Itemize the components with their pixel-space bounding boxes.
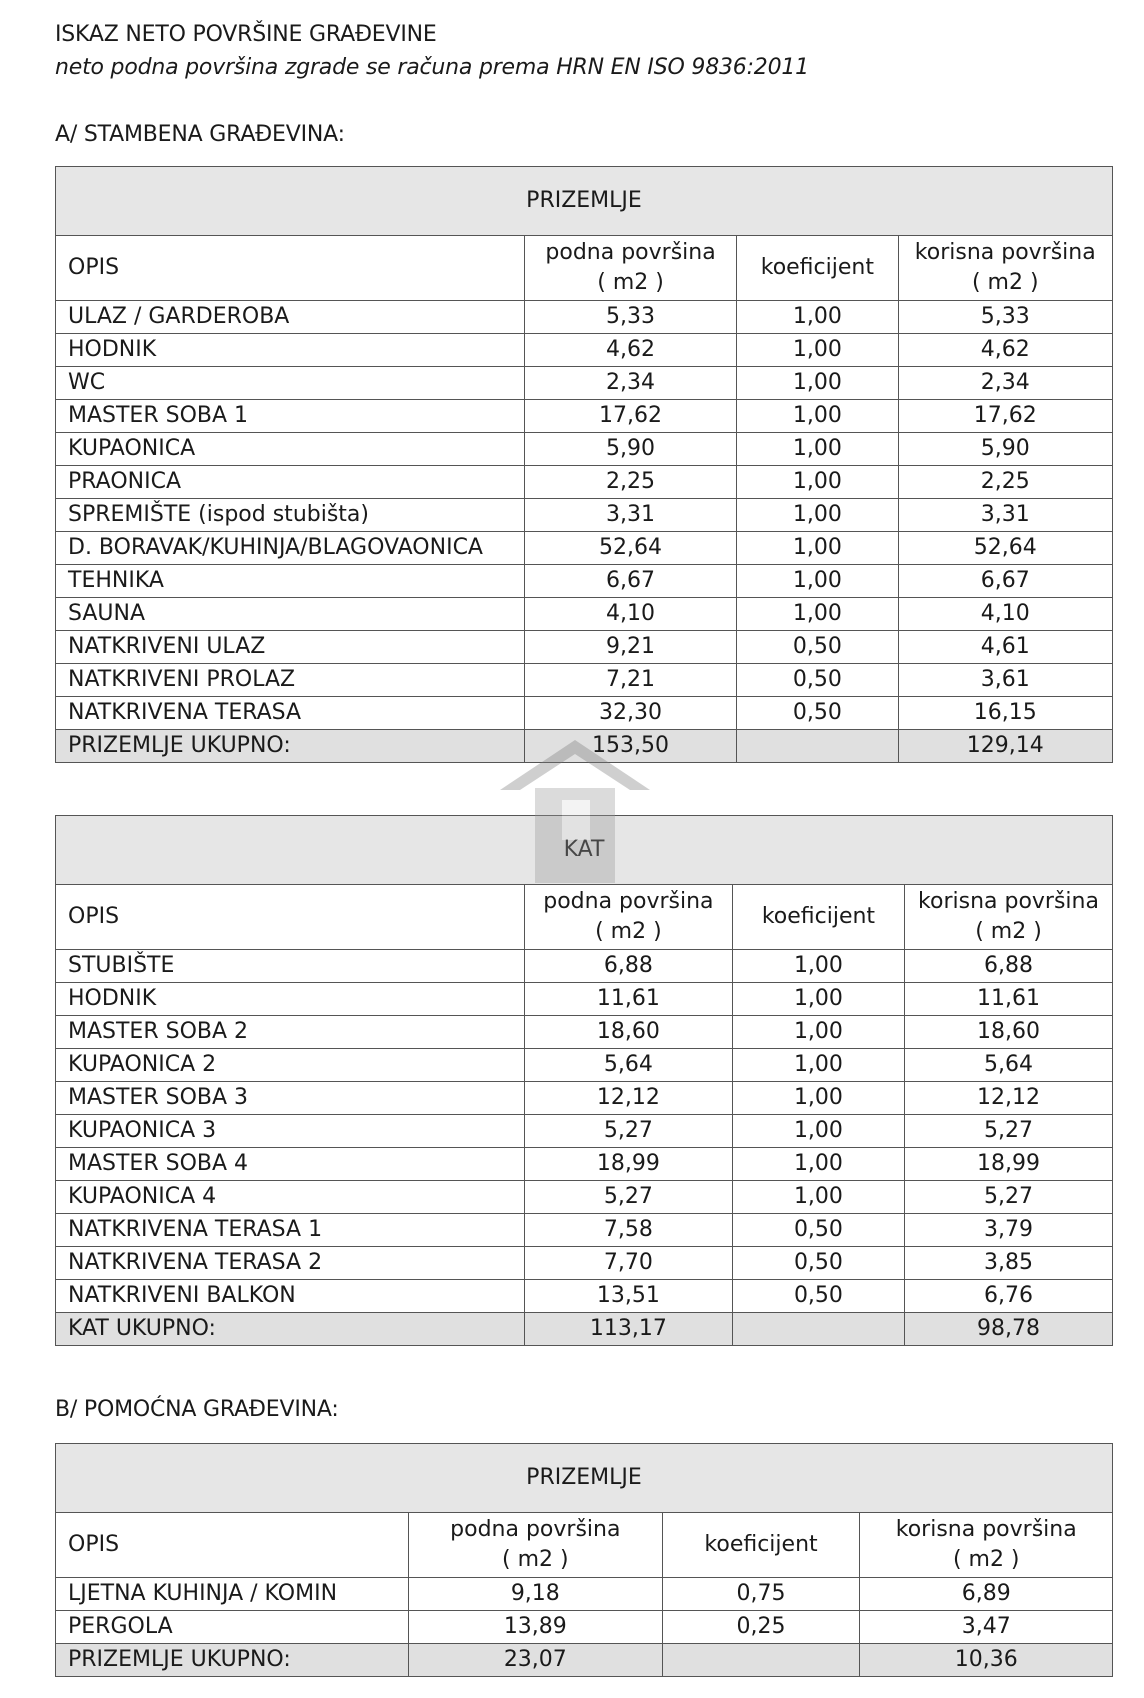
total-coefficient-cell bbox=[662, 1644, 860, 1677]
table-row bbox=[56, 631, 1113, 664]
coefficient-cell: 1,00 bbox=[732, 1115, 904, 1148]
useful-area-cell: 3,31 bbox=[898, 499, 1112, 532]
useful-area-cell: 2,34 bbox=[898, 367, 1112, 400]
total-label-cell: PRIZEMLJE UKUPNO: bbox=[56, 1644, 409, 1677]
useful-area-cell: 5,27 bbox=[905, 1115, 1113, 1148]
room-name-cell: WC bbox=[56, 367, 525, 400]
useful-area-cell: 5,64 bbox=[905, 1049, 1113, 1082]
coefficient-cell: 1,00 bbox=[732, 983, 904, 1016]
header-text-line: korisna površina bbox=[914, 240, 1096, 265]
floor-area-cell: 7,58 bbox=[524, 1214, 732, 1247]
coefficient-cell: 0,50 bbox=[737, 697, 898, 730]
room-name-cell: KUPAONICA 2 bbox=[56, 1049, 525, 1082]
coefficient-cell: 1,00 bbox=[737, 367, 898, 400]
total-floor-area-cell: 113,17 bbox=[524, 1313, 732, 1346]
useful-area-cell: 6,88 bbox=[905, 950, 1113, 983]
useful-area-cell: 3,85 bbox=[905, 1247, 1113, 1280]
room-name-cell: TEHNIKA bbox=[56, 565, 525, 598]
room-name-cell: STUBIŠTE bbox=[56, 950, 525, 983]
room-name-cell: NATKRIVENA TERASA 2 bbox=[56, 1247, 525, 1280]
room-name-cell: MASTER SOBA 4 bbox=[56, 1148, 525, 1181]
column-header-opis bbox=[56, 885, 525, 950]
table-row bbox=[56, 1016, 1113, 1049]
floor-area-cell: 7,21 bbox=[524, 664, 736, 697]
header-text-line: podna površina bbox=[543, 889, 714, 914]
column-header-podna-povrsina bbox=[524, 885, 732, 950]
header-text-line: koeficijent bbox=[704, 1532, 818, 1557]
room-name-cell: NATKRIVENI ULAZ bbox=[56, 631, 525, 664]
floor-area-cell: 6,67 bbox=[524, 565, 736, 598]
coefficient-cell: 1,00 bbox=[732, 1148, 904, 1181]
column-header-opis bbox=[56, 1513, 409, 1578]
total-row bbox=[56, 1644, 1113, 1677]
room-name-cell: KUPAONICA bbox=[56, 433, 525, 466]
useful-area-cell: 2,25 bbox=[898, 466, 1112, 499]
floor-header-row bbox=[56, 1444, 1113, 1513]
header-text-line: ( m2 ) bbox=[595, 919, 662, 944]
room-name-cell: ULAZ / GARDEROBA bbox=[56, 301, 525, 334]
useful-area-cell: 4,61 bbox=[898, 631, 1112, 664]
coefficient-cell: 1,00 bbox=[737, 433, 898, 466]
column-header-row bbox=[56, 1513, 1113, 1578]
area-table-stambena-prizemlje bbox=[55, 166, 1113, 763]
table-row bbox=[56, 565, 1113, 598]
floor-label: PRIZEMLJE bbox=[56, 167, 1113, 236]
header-text-line: korisna površina bbox=[918, 889, 1099, 914]
coefficient-cell: 0,50 bbox=[732, 1247, 904, 1280]
section-a-title: A/ STAMBENA GRAĐEVINA: bbox=[55, 122, 345, 147]
room-name-cell: NATKRIVENI BALKON bbox=[56, 1280, 525, 1313]
total-useful-area-cell: 98,78 bbox=[905, 1313, 1113, 1346]
floor-area-cell: 5,27 bbox=[524, 1181, 732, 1214]
table-row bbox=[56, 983, 1113, 1016]
table-row bbox=[56, 499, 1113, 532]
room-name-cell: SAUNA bbox=[56, 598, 525, 631]
floor-area-cell: 4,10 bbox=[524, 598, 736, 631]
table-row bbox=[56, 1578, 1113, 1611]
floor-label: KAT bbox=[56, 816, 1113, 885]
coefficient-cell: 1,00 bbox=[732, 1181, 904, 1214]
total-coefficient-cell bbox=[732, 1313, 904, 1346]
total-label-cell: KAT UKUPNO: bbox=[56, 1313, 525, 1346]
table-row bbox=[56, 598, 1113, 631]
coefficient-cell: 1,00 bbox=[732, 1016, 904, 1049]
header-text-line: ( m2 ) bbox=[597, 270, 664, 295]
column-header-podna-povrsina bbox=[409, 1513, 663, 1578]
room-name-cell: NATKRIVENA TERASA bbox=[56, 697, 525, 730]
coefficient-cell: 1,00 bbox=[737, 499, 898, 532]
document-subtitle: neto podna površina zgrade se računa prema HRN EN ISO 9836:2011 bbox=[55, 55, 809, 80]
header-text-line: podna površina bbox=[450, 1517, 621, 1542]
floor-area-cell: 12,12 bbox=[524, 1082, 732, 1115]
floor-area-cell: 32,30 bbox=[524, 697, 736, 730]
total-floor-area-cell: 153,50 bbox=[524, 730, 736, 763]
column-header-podna-povrsina bbox=[524, 236, 736, 301]
coefficient-cell: 0,50 bbox=[732, 1280, 904, 1313]
floor-area-cell: 2,34 bbox=[524, 367, 736, 400]
floor-area-cell: 13,89 bbox=[409, 1611, 663, 1644]
header-text-line: koeficijent bbox=[760, 255, 874, 280]
useful-area-cell: 52,64 bbox=[898, 532, 1112, 565]
header-text-line: ( m2 ) bbox=[971, 270, 1039, 295]
room-name-cell: NATKRIVENA TERASA 1 bbox=[56, 1214, 525, 1247]
table-row bbox=[56, 697, 1113, 730]
useful-area-cell: 11,61 bbox=[905, 983, 1113, 1016]
total-useful-area-cell: 129,14 bbox=[898, 730, 1112, 763]
useful-area-cell: 5,27 bbox=[905, 1181, 1113, 1214]
header-text-line: koeficijent bbox=[761, 904, 876, 929]
room-name-cell: HODNIK bbox=[56, 334, 525, 367]
floor-area-cell: 2,25 bbox=[524, 466, 736, 499]
useful-area-cell: 12,12 bbox=[905, 1082, 1113, 1115]
floor-area-cell: 5,64 bbox=[524, 1049, 732, 1082]
floor-area-cell: 6,88 bbox=[524, 950, 732, 983]
column-header-row bbox=[56, 236, 1113, 301]
room-name-cell: SPREMIŠTE (ispod stubišta) bbox=[56, 499, 525, 532]
useful-area-cell: 4,62 bbox=[898, 334, 1112, 367]
floor-area-cell: 4,62 bbox=[524, 334, 736, 367]
coefficient-cell: 1,00 bbox=[732, 950, 904, 983]
total-label-cell: PRIZEMLJE UKUPNO: bbox=[56, 730, 525, 763]
room-name-cell: HODNIK bbox=[56, 983, 525, 1016]
room-name-cell: D. BORAVAK/KUHINJA/BLAGOVAONICA bbox=[56, 532, 525, 565]
floor-area-cell: 17,62 bbox=[524, 400, 736, 433]
coefficient-cell: 1,00 bbox=[737, 301, 898, 334]
table-row bbox=[56, 433, 1113, 466]
header-text-line: korisna površina bbox=[895, 1517, 1077, 1542]
table-row bbox=[56, 1214, 1113, 1247]
coefficient-cell: 0,50 bbox=[732, 1214, 904, 1247]
column-header-koeficijent bbox=[732, 885, 904, 950]
floor-area-cell: 9,18 bbox=[409, 1578, 663, 1611]
table-row bbox=[56, 532, 1113, 565]
floor-area-cell: 9,21 bbox=[524, 631, 736, 664]
column-header-opis bbox=[56, 236, 525, 301]
coefficient-cell: 1,00 bbox=[737, 565, 898, 598]
useful-area-cell: 3,61 bbox=[898, 664, 1112, 697]
room-name-cell: KUPAONICA 3 bbox=[56, 1115, 525, 1148]
coefficient-cell: 1,00 bbox=[737, 466, 898, 499]
area-table-pomocna-prizemlje bbox=[55, 1443, 1113, 1677]
column-header-row bbox=[56, 885, 1113, 950]
room-name-cell: NATKRIVENI PROLAZ bbox=[56, 664, 525, 697]
header-text-line: OPIS bbox=[68, 255, 120, 280]
header-text-line: ( m2 ) bbox=[952, 1547, 1020, 1572]
coefficient-cell: 0,50 bbox=[737, 664, 898, 697]
total-coefficient-cell bbox=[737, 730, 898, 763]
total-useful-area-cell: 10,36 bbox=[860, 1644, 1113, 1677]
useful-area-cell: 4,10 bbox=[898, 598, 1112, 631]
coefficient-cell: 1,00 bbox=[737, 598, 898, 631]
column-header-korisna-povrsina bbox=[905, 885, 1113, 950]
coefficient-cell: 0,25 bbox=[662, 1611, 860, 1644]
room-name-cell: MASTER SOBA 2 bbox=[56, 1016, 525, 1049]
table-row bbox=[56, 1049, 1113, 1082]
floor-area-cell: 5,33 bbox=[524, 301, 736, 334]
coefficient-cell: 0,75 bbox=[662, 1578, 860, 1611]
column-header-korisna-povrsina bbox=[898, 236, 1112, 301]
floor-area-cell: 11,61 bbox=[524, 983, 732, 1016]
coefficient-cell: 1,00 bbox=[732, 1049, 904, 1082]
floor-area-cell: 13,51 bbox=[524, 1280, 732, 1313]
header-text-line: podna površina bbox=[545, 240, 716, 265]
room-name-cell: MASTER SOBA 1 bbox=[56, 400, 525, 433]
coefficient-cell: 0,50 bbox=[737, 631, 898, 664]
floor-area-cell: 5,27 bbox=[524, 1115, 732, 1148]
floor-area-cell: 5,90 bbox=[524, 433, 736, 466]
coefficient-cell: 1,00 bbox=[737, 532, 898, 565]
room-name-cell: MASTER SOBA 3 bbox=[56, 1082, 525, 1115]
room-name-cell: KUPAONICA 4 bbox=[56, 1181, 525, 1214]
room-name-cell: LJETNA KUHINJA / KOMIN bbox=[56, 1578, 409, 1611]
useful-area-cell: 3,79 bbox=[905, 1214, 1113, 1247]
useful-area-cell: 16,15 bbox=[898, 697, 1112, 730]
useful-area-cell: 18,60 bbox=[905, 1016, 1113, 1049]
useful-area-cell: 5,90 bbox=[898, 433, 1112, 466]
useful-area-cell: 6,76 bbox=[905, 1280, 1113, 1313]
floor-area-cell: 52,64 bbox=[524, 532, 736, 565]
floor-area-cell: 7,70 bbox=[524, 1247, 732, 1280]
table-row bbox=[56, 1181, 1113, 1214]
column-header-koeficijent bbox=[737, 236, 898, 301]
floor-area-cell: 3,31 bbox=[524, 499, 736, 532]
table-row bbox=[56, 301, 1113, 334]
coefficient-cell: 1,00 bbox=[737, 334, 898, 367]
table-row bbox=[56, 664, 1113, 697]
document-title: ISKAZ NETO POVRŠINE GRAĐEVINE bbox=[55, 22, 437, 47]
table-row bbox=[56, 367, 1113, 400]
floor-area-cell: 18,60 bbox=[524, 1016, 732, 1049]
area-table-stambena-kat bbox=[55, 815, 1113, 1346]
floor-header-row bbox=[56, 816, 1113, 885]
floor-header-row bbox=[56, 167, 1113, 236]
table-row bbox=[56, 1611, 1113, 1644]
useful-area-cell: 18,99 bbox=[905, 1148, 1113, 1181]
floor-label: PRIZEMLJE bbox=[56, 1444, 1113, 1513]
table-row bbox=[56, 1115, 1113, 1148]
coefficient-cell: 1,00 bbox=[737, 400, 898, 433]
useful-area-cell: 5,33 bbox=[898, 301, 1112, 334]
total-row bbox=[56, 730, 1113, 763]
table-row bbox=[56, 1148, 1113, 1181]
header-text-line: ( m2 ) bbox=[502, 1547, 569, 1572]
useful-area-cell: 6,67 bbox=[898, 565, 1112, 598]
table-row bbox=[56, 1280, 1113, 1313]
header-text-line: ( m2 ) bbox=[975, 919, 1042, 944]
useful-area-cell: 3,47 bbox=[860, 1611, 1113, 1644]
column-header-koeficijent bbox=[662, 1513, 860, 1578]
room-name-cell: PRAONICA bbox=[56, 466, 525, 499]
room-name-cell: PERGOLA bbox=[56, 1611, 409, 1644]
total-row bbox=[56, 1313, 1113, 1346]
coefficient-cell: 1,00 bbox=[732, 1082, 904, 1115]
table-row bbox=[56, 1247, 1113, 1280]
total-floor-area-cell: 23,07 bbox=[409, 1644, 663, 1677]
table-row bbox=[56, 950, 1113, 983]
table-row bbox=[56, 334, 1113, 367]
useful-area-cell: 17,62 bbox=[898, 400, 1112, 433]
header-text-line: OPIS bbox=[68, 904, 120, 929]
table-row bbox=[56, 400, 1113, 433]
floor-area-cell: 18,99 bbox=[524, 1148, 732, 1181]
column-header-korisna-povrsina bbox=[860, 1513, 1113, 1578]
useful-area-cell: 6,89 bbox=[860, 1578, 1113, 1611]
table-row bbox=[56, 466, 1113, 499]
table-row bbox=[56, 1082, 1113, 1115]
section-b-title: B/ POMOĆNA GRAĐEVINA: bbox=[55, 1397, 339, 1422]
header-text-line: OPIS bbox=[68, 1532, 120, 1557]
